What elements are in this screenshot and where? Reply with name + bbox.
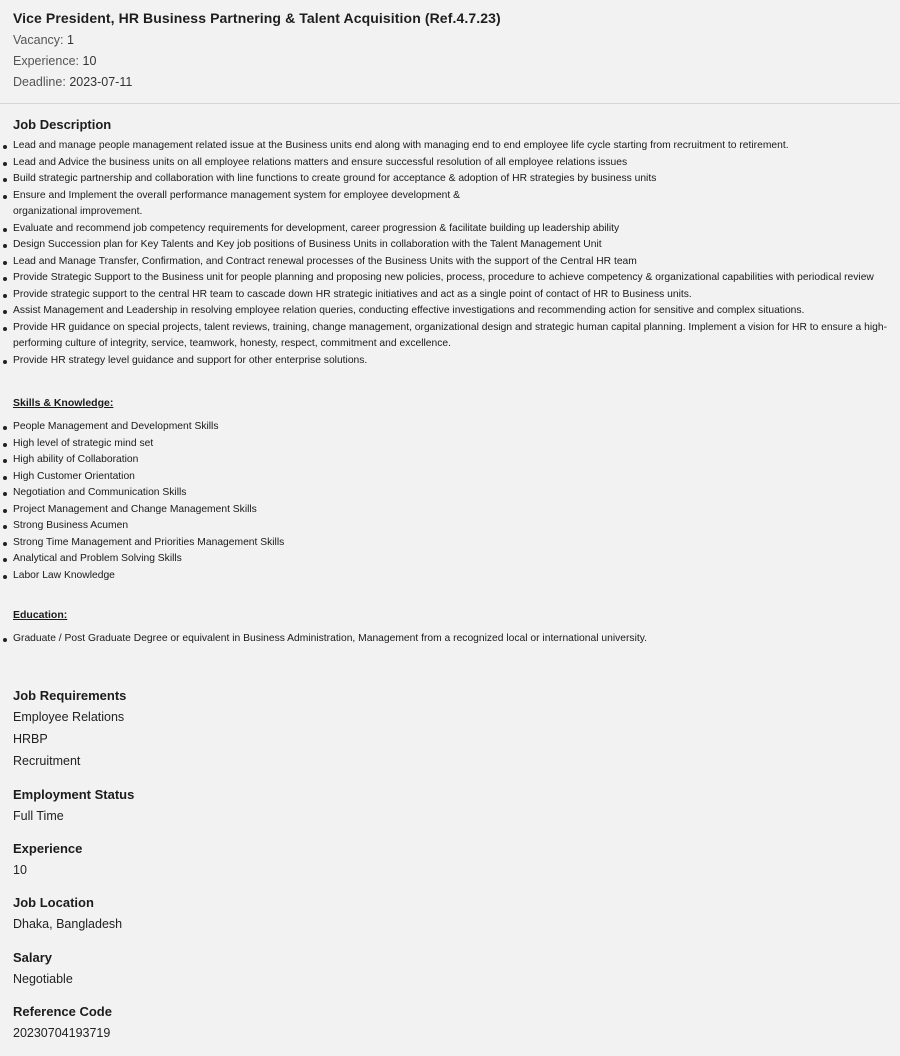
list-item-text: Strong Time Management and Priorities Management Skills — [13, 536, 285, 548]
bullet-icon — [3, 162, 7, 166]
bullet-icon — [3, 178, 7, 182]
list-item-text: High level of strategic mind set — [13, 437, 154, 449]
education-section — [0, 608, 900, 648]
requirement-item: Recruitment — [13, 754, 81, 768]
list-item-text: High Customer Orientation — [13, 470, 135, 482]
list-item — [0, 518, 900, 535]
list-item — [0, 270, 900, 287]
reference-code-heading: Reference Code — [13, 1004, 112, 1019]
bullet-icon — [3, 575, 7, 579]
list-item-text: Labor Law Knowledge — [13, 569, 115, 581]
bullet-icon — [3, 145, 7, 149]
list-item-text: Build strategic partnership and collaboration with line functions to create ground for acceptance & adoption of HR strategies by business units — [13, 173, 657, 184]
list-item — [0, 436, 900, 453]
job-description-heading: Job Description — [13, 117, 112, 132]
experience-label: Experience: — [13, 54, 80, 68]
vacancy-row — [13, 33, 887, 48]
list-item-text: People Management and Development Skills — [13, 421, 219, 432]
list-item — [0, 204, 900, 221]
list-item-text: Evaluate and recommend job competency requirements for development, career progression & facilitate building up leadership ability — [13, 222, 620, 234]
bullet-icon — [3, 443, 7, 447]
list-item-text: Lead and manage people management related issue at the Business units end along with managing end to end employee life cycle starting from recruitment to retirement. — [13, 140, 789, 151]
list-item-text: Analytical and Problem Solving Skills — [13, 553, 182, 564]
list-item — [0, 138, 900, 155]
skills-heading: Skills & Knowledge: — [13, 397, 114, 409]
bullet-icon — [3, 327, 7, 331]
list-item-text: Provide Strategic Support to the Business unit for people planning and proposing new policies, process, procedure to achieve competency & organizational capabilities with periodical review — [13, 272, 874, 283]
deadline-row — [13, 75, 887, 90]
list-item-text: Graduate / Post Graduate Degree or equivalent in Business Administration, Management from a recognized local or international university. — [13, 633, 647, 644]
bullet-icon — [3, 244, 7, 248]
job-description-list — [0, 138, 900, 369]
list-item — [0, 551, 900, 568]
requirement-item: Employee Relations — [13, 710, 125, 724]
list-item-text: Provide HR guidance on special projects, talent reviews, training, change management, organizational design and strategic human capital planning. Implement a vision for HR to ensure a high-performing culture of integrity, service, teamwork, honesty, respect, commitment and excellence. — [13, 321, 888, 349]
bullet-icon — [3, 195, 7, 199]
employment-status-value: Full Time — [13, 809, 64, 823]
bullet-icon — [3, 261, 7, 265]
bullet-icon — [3, 228, 7, 232]
bullet-icon — [3, 638, 7, 642]
list-item-text: Design Succession plan for Key Talents and Key job positions of Business Units in collaboration with the Talent Management Unit — [13, 239, 602, 250]
list-item-text: Lead and Manage Transfer, Confirmation, and Contract renewal processes of the Business Units with the support of the Central HR team — [13, 255, 637, 267]
list-item — [0, 320, 900, 353]
job-requirements-heading: Job Requirements — [13, 688, 127, 703]
list-item-text: Ensure and Implement the overall performance management system for employee development & — [13, 189, 460, 201]
list-item — [0, 287, 900, 304]
vacancy-label: Vacancy: — [13, 33, 64, 47]
job-requirements-section — [13, 688, 883, 772]
list-item — [0, 419, 900, 436]
list-item — [0, 535, 900, 552]
list-item-text: organizational improvement. — [13, 206, 143, 217]
list-item-text: Strong Business Acumen — [13, 520, 129, 531]
bullet-icon — [3, 310, 7, 314]
list-item-text: High ability of Collaboration — [13, 454, 139, 465]
bullet-icon — [3, 525, 7, 529]
experience-section — [13, 841, 883, 881]
list-item — [0, 631, 900, 648]
job-location-section — [13, 895, 883, 935]
list-item-text: Lead and Advice the business units on all employee relations matters and ensure successful resolution of all employee relations issues — [13, 156, 628, 168]
bullet-icon — [3, 459, 7, 463]
list-item-text: Provide HR strategy level guidance and support for other enterprise solutions. — [13, 354, 368, 366]
reference-code-value: 20230704193719 — [13, 1026, 111, 1040]
vacancy-value: 1 — [66, 33, 74, 47]
bullet-icon — [3, 277, 7, 281]
experience-value: 10 — [82, 54, 97, 68]
list-item-text: Negotiation and Communication Skills — [13, 487, 187, 498]
job-header — [0, 0, 900, 104]
salary-value: Negotiable — [13, 972, 73, 986]
list-item — [0, 155, 900, 172]
list-item — [0, 237, 900, 254]
job-title: Vice President, HR Business Partnering & Talent Acquisition (Ref.4.7.23) — [13, 10, 501, 26]
bullet-icon — [3, 476, 7, 480]
list-item-text: Assist Management and Leadership in resolving employee relation queries, conducting effective investigations and recommending action for sensitive and complex situations. — [13, 305, 805, 316]
list-item — [0, 303, 900, 320]
list-item — [0, 254, 900, 271]
bullet-icon — [3, 426, 7, 430]
bullet-icon — [3, 509, 7, 513]
skills-section — [0, 396, 900, 584]
job-location-value: Dhaka, Bangladesh — [13, 917, 123, 931]
list-item-text: Provide strategic support to the central HR team to cascade down HR strategic initiatives and act as a single point of contact of HR to Business units. — [13, 288, 692, 300]
deadline-label: Deadline: — [13, 75, 66, 89]
list-item — [0, 568, 900, 585]
reference-code-section — [13, 1004, 883, 1044]
list-item — [0, 469, 900, 486]
bullet-icon — [3, 542, 7, 546]
bullet-icon — [3, 492, 7, 496]
education-list — [0, 631, 900, 648]
skills-list — [0, 419, 900, 584]
requirement-item: HRBP — [13, 732, 48, 746]
salary-heading: Salary — [13, 950, 53, 965]
employment-status-heading: Employment Status — [13, 787, 135, 802]
salary-section — [13, 950, 883, 990]
list-item — [0, 502, 900, 519]
list-item — [0, 188, 900, 205]
education-heading: Education: — [13, 609, 68, 621]
list-item-text: Project Management and Change Management Skills — [13, 503, 257, 515]
employment-status-section — [13, 787, 883, 827]
list-item — [0, 485, 900, 502]
job-location-heading: Job Location — [13, 895, 94, 910]
bullet-icon — [3, 360, 7, 364]
bullet-icon — [3, 294, 7, 298]
list-item — [0, 452, 900, 469]
experience-row — [13, 54, 887, 69]
list-item — [0, 221, 900, 238]
list-item — [0, 171, 900, 188]
experience-section-value: 10 — [13, 863, 27, 877]
bullet-icon — [3, 558, 7, 562]
deadline-value: 2023-07-11 — [69, 75, 133, 89]
job-description-section — [0, 117, 900, 369]
list-item — [0, 353, 900, 370]
experience-heading: Experience — [13, 841, 83, 856]
